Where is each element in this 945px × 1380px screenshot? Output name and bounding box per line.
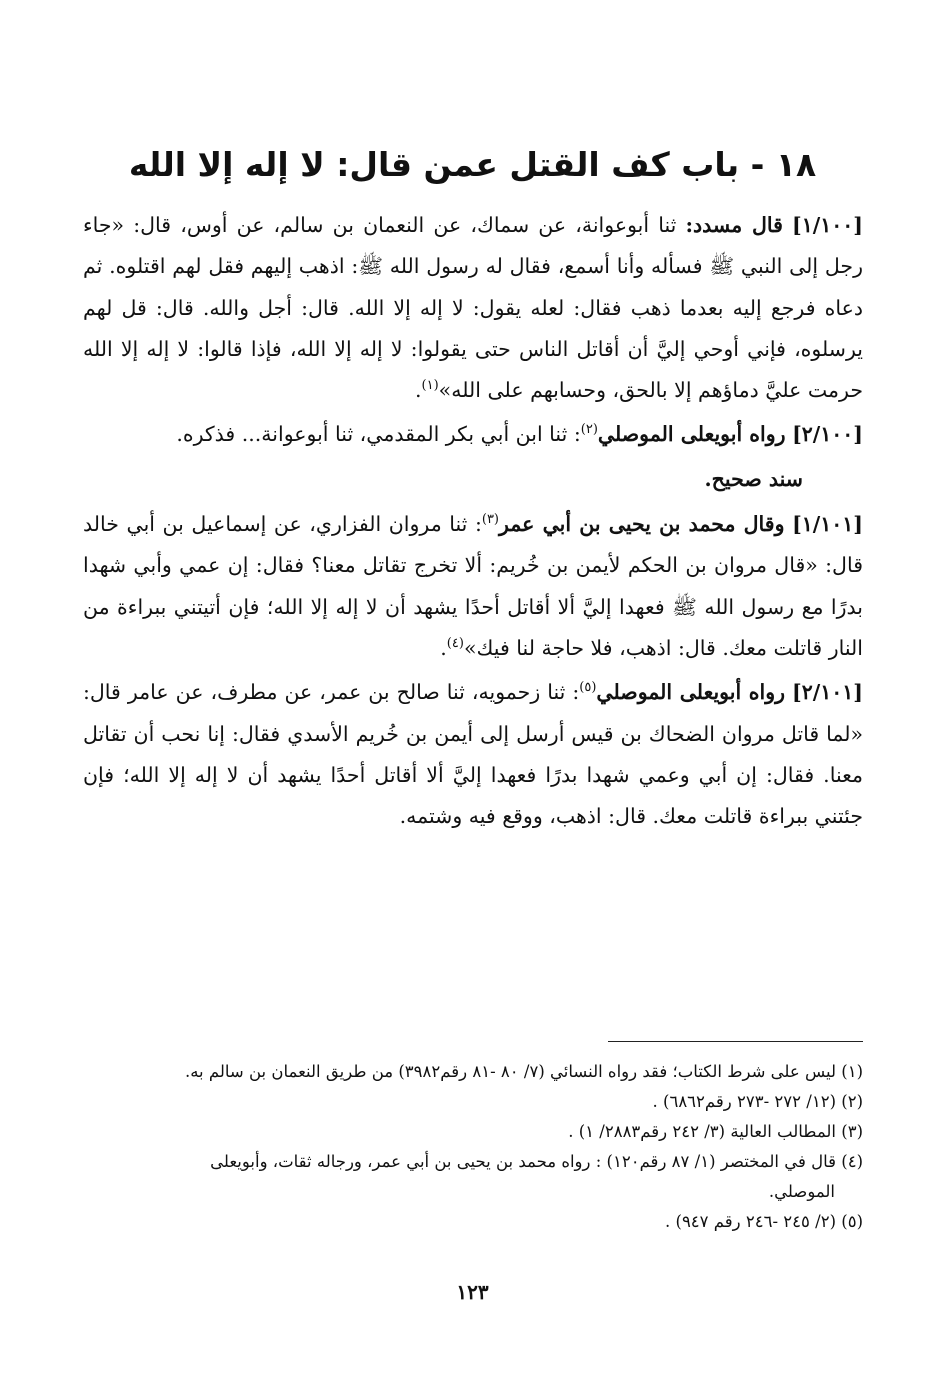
hadith-paragraph	[83, 205, 863, 411]
page-number: ١٢٣	[456, 1280, 489, 1304]
hadith-tail: .	[415, 378, 422, 403]
footnote	[83, 1147, 863, 1207]
hadith-text: : ثنا ابن أبي بكر المقدمي، ثنا أبوعوانة... فذكره.	[176, 422, 581, 447]
hadith-tail: .	[440, 635, 447, 660]
footnote: (٢) (١٢/ ٢٧٢ -٢٧٣ رقم٦٨٦٢) .	[652, 1092, 863, 1111]
hadith-ref: [١/١٠٠]	[792, 213, 863, 237]
footnote: (٥) (٢/ ٢٤٥ -٢٤٦ رقم ٩٤٧) .	[665, 1212, 863, 1231]
footnote-marker: (٢)	[580, 422, 598, 438]
hadith-text: : ثنا زحمويه، ثنا صالح بن عمر، عن مطرف، عن عامر قال: «لما قاتل مروان الضحاك بن قيس أرسل إلى أيمن بن خُريم الأسدي فقال: إنا نحب أن تقاتل معنا. فقال: إن أبي وعمي شهدا بدرًا فعهدا إليَّ ألا أقاتل أحدًا يشهد أن لا إله إلا الله؛ فإن جئتني ببراءة قاتلت معك. قال: اذهب، ووقع فيه وشتمه.	[83, 680, 863, 829]
hadith-ref: [٢/١٠٠]	[792, 422, 863, 447]
hadith-ref: [١/١٠١]	[792, 512, 863, 537]
footnote-divider	[608, 1041, 863, 1042]
hadith-paragraph	[83, 504, 863, 669]
footnotes	[83, 1057, 863, 1237]
hadith-ref: [٢/١٠١]	[792, 680, 863, 705]
footnote: (١) ليس على شرط الكتاب؛ فقد رواه النسائي (٧/ ٨٠ -٨١ رقم٣٩٨٢) من طريق النعمان بن سالم به.	[184, 1062, 863, 1081]
hadith-paragraph	[83, 672, 863, 837]
hadith-text: ثنا أبوعوانة، عن سماك، عن النعمان بن سالم، عن أوس، قال: «جاء رجل إلى النبي ﷺ فسأله وأنا أسمع، فقال له رسول الله ﷺ: اذهب إليهم فقل لهم اقتلوه. ثم دعاه فرجع إليه بعدما ذهب فقال: لعله يقول: لا إله إلا الله. قال: أجل والله. قال: قل لهم يرسلوه، فإني أوحي إليَّ أن أقاتل الناس حتى يقولوا: لا إله إلا الله، فإذا قالوا: لا إله إلا الله حرمت عليَّ دماؤهم إلا بالحق، وحسابهم على الله»	[83, 213, 863, 403]
main-text	[83, 205, 863, 837]
hadith-paragraph	[83, 414, 863, 455]
footnote-marker: (٣)	[481, 512, 499, 528]
footnote-marker: (٥)	[579, 680, 597, 696]
narrator-lead: وقال محمد بن يحيى بن أبي عمر	[499, 512, 785, 537]
narrator-lead: رواه أبويعلى الموصلي	[596, 680, 786, 705]
hadith-text: : ثنا مروان الفزاري، عن إسماعيل بن أبي خالد قال: «قال مروان بن الحكم لأيمن بن خُريم: ألا تخرج تقاتل معنا؟ فقال: إن عمي وأبي شهدا بدرًا مع رسول الله ﷺ فعهدا إليَّ ألا أقاتل أحدًا يشهد أن لا إله إلا الله؛ فإن أتيتني ببراءة من النار قاتلت معك. قال: اذهب، فلا حاجة لنا فيك»	[83, 512, 863, 660]
footnote-marker: (١)	[421, 378, 439, 394]
narrator-lead: رواه أبويعلى الموصلي	[597, 422, 786, 447]
narrator-lead: قال مسدد:	[685, 213, 783, 237]
footnote-text: (٤) قال في المختصر (١/ ٨٧ رقم١٢٠) : رواه محمد بن يحيى بن أبي عمر، ورجاله ثقات، وأبويعلى	[210, 1152, 863, 1171]
chapter-title: ١٨ - باب كف القتل عمن قال: لا إله إلا الله	[128, 145, 817, 185]
footnote-continuation: الموصلي.	[768, 1182, 835, 1201]
sanad-grading: سند صحيح.	[704, 466, 803, 491]
footnote-marker: (٤)	[446, 636, 464, 652]
footnote: (٣) المطالب العالية (٣/ ٢٤٢ رقم٢٨٨٣/ ١) .	[568, 1122, 863, 1141]
